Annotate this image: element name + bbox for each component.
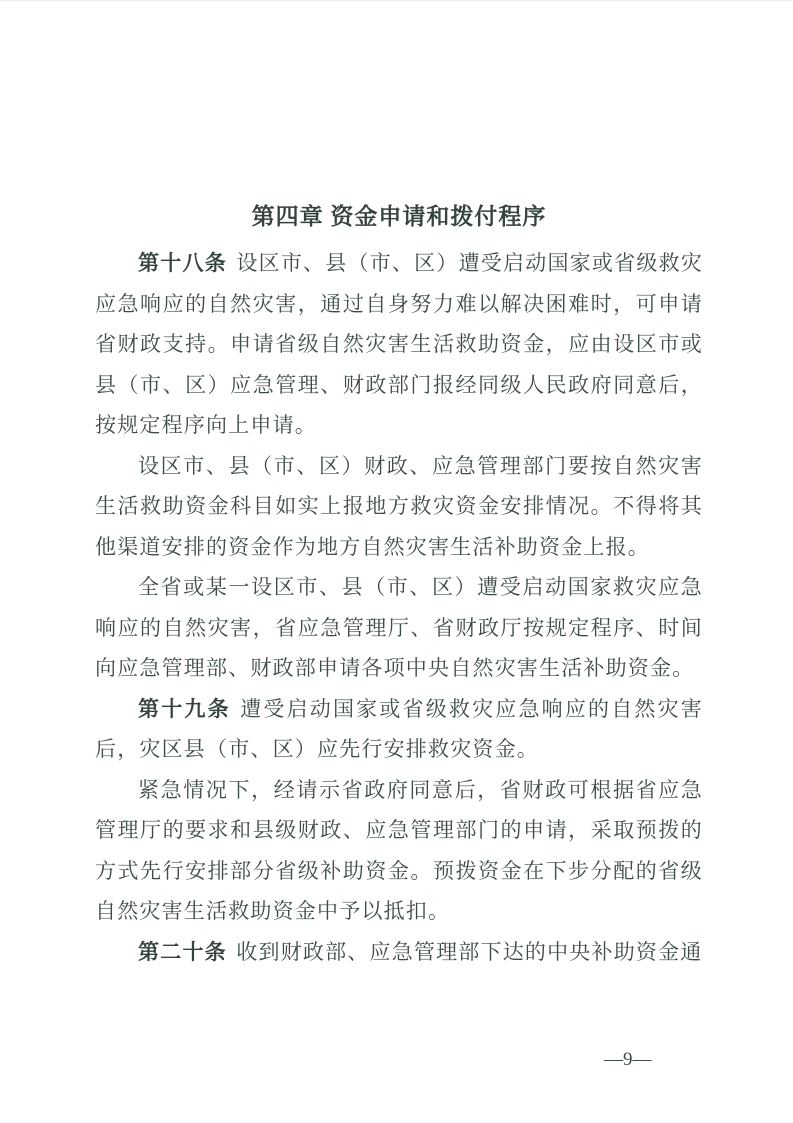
- page-number: —9—: [604, 1049, 652, 1070]
- paragraph-text: 遭受启动国家或省级救灾应急响应的自然灾害后，灾区县（市、区）应先行安排救灾资金。: [95, 696, 703, 761]
- article-18-lead: 第十八条: [138, 251, 227, 275]
- paragraph-text: 设区市、县（市、区）遭受启动国家或省级救灾应急响应的自然灾害，通过自身努力难以解决困难时，可申请省财政支持。申请省级自然灾害生活救助资金，应由设区市或县（市、区）应急管理、财政部门报经同级人民政府同意后，按规定程序向上申请。: [95, 251, 703, 437]
- paragraph-text: 全省或某一设区市、县（市、区）遭受启动国家救灾应急响应的自然灾害，省应急管理厅、省财政厅按规定程序、时间向应急管理部、财政部申请各项中央自然灾害生活补助资金。: [95, 575, 703, 680]
- paragraph-text: 收到财政部、应急管理部下达的中央补助资金通: [236, 939, 703, 964]
- chapter-title: 第四章 资金申请和拨付程序: [251, 204, 547, 229]
- paragraph-article-19-cont-1: [95, 770, 703, 932]
- article-20-lead: 第二十条: [138, 939, 227, 964]
- paragraph-article-19: [95, 689, 703, 770]
- paragraph-article-20: [95, 932, 703, 973]
- article-19-lead: 第十九条: [138, 696, 231, 721]
- paragraph-text: 设区市、县（市、区）财政、应急管理部门要按自然灾害生活救助资金科目如实上报地方救灾资金安排情况。不得将其他渠道安排的资金作为地方自然灾害生活补助资金上报。: [95, 453, 703, 559]
- paragraph-article-18-cont-1: [95, 446, 703, 568]
- document-content: [95, 198, 703, 972]
- paragraph-article-18-cont-2: [95, 567, 703, 689]
- paragraph-article-18: [95, 243, 703, 446]
- paragraph-text: 紧急情况下，经请示省政府同意后，省财政可根据省应急管理厅的要求和县级财政、应急管理部门的申请，采取预拨的方式先行安排部分省级补助资金。预拨资金在下步分配的省级自然灾害生活救助资金中予以抵扣。: [95, 777, 703, 923]
